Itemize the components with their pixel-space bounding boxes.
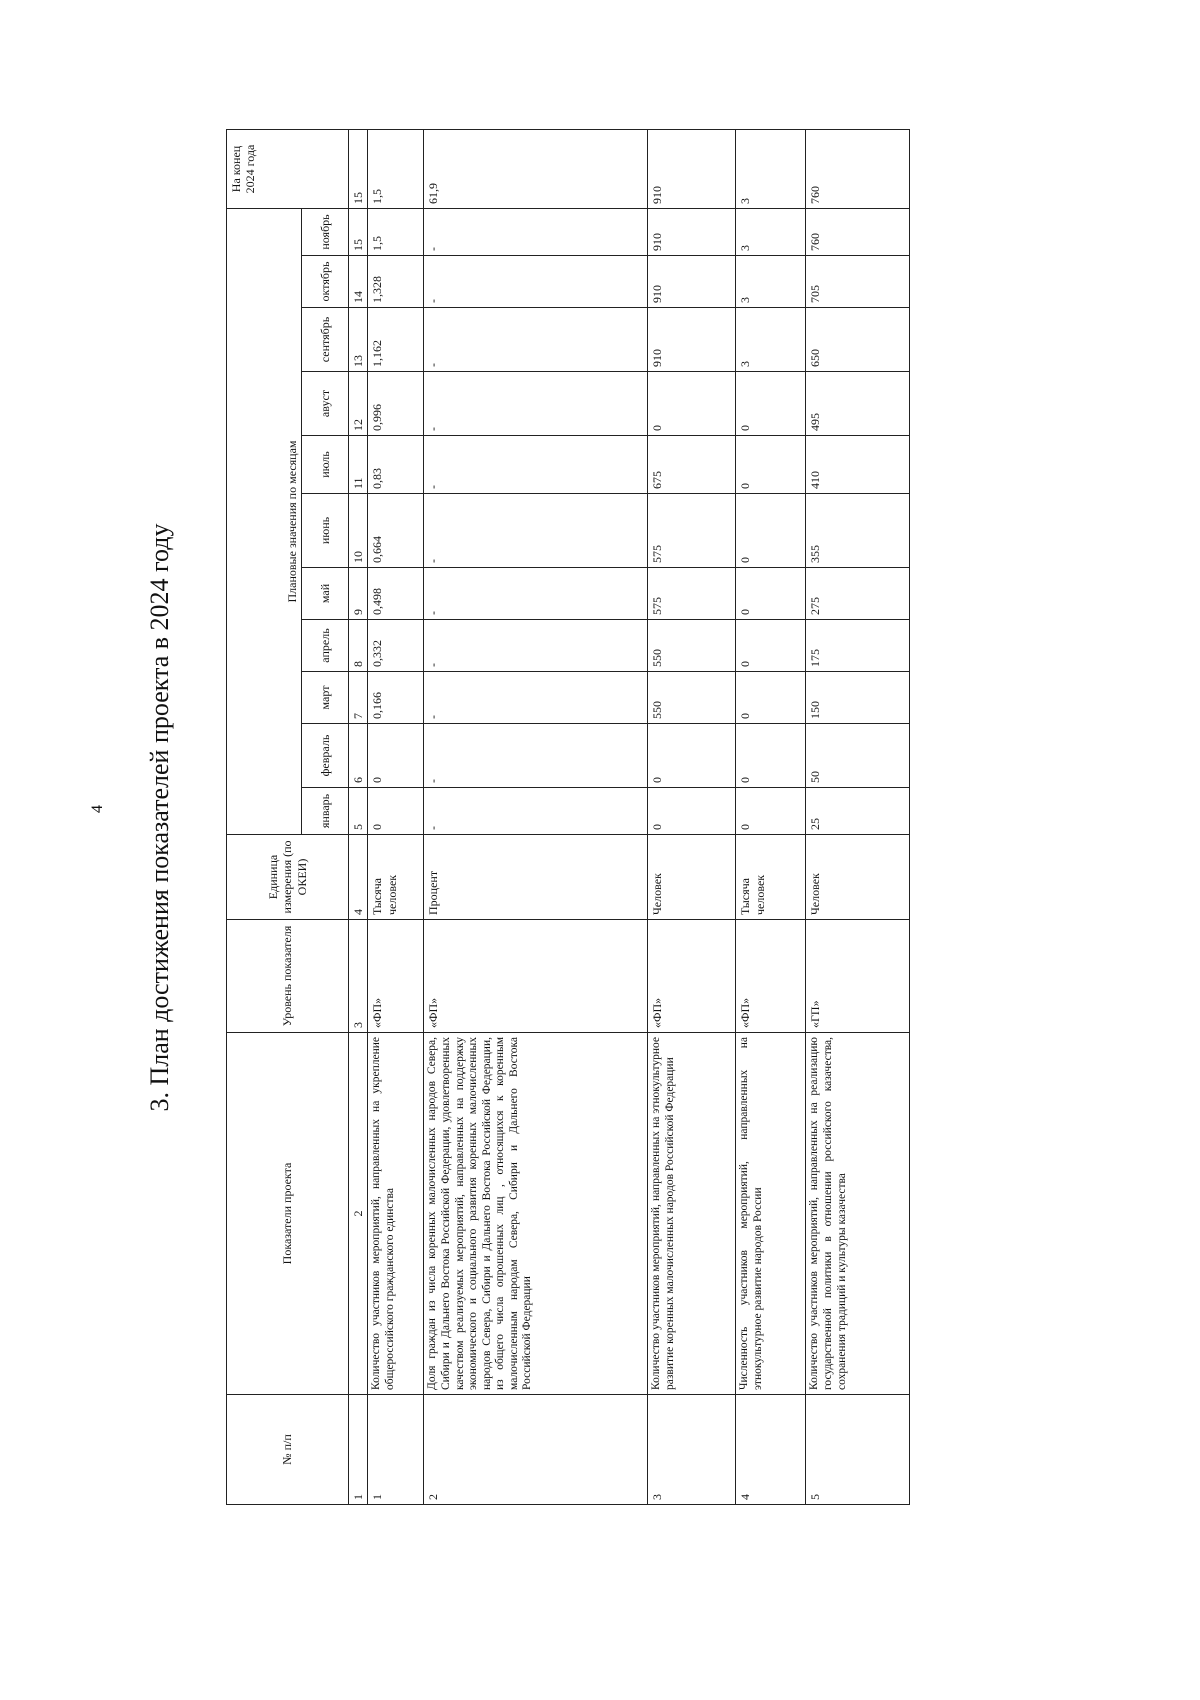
month-value: 0 <box>368 724 424 788</box>
header-month: март <box>302 672 349 724</box>
month-value: 3 <box>736 256 806 308</box>
header-level: Уровень показателя <box>227 920 349 1033</box>
month-value: 575 <box>648 494 736 568</box>
column-number: 14 <box>349 256 368 308</box>
column-number: 12 <box>349 372 368 436</box>
end-of-year-value: 760 <box>806 129 910 208</box>
header-month: ноябрь <box>302 208 349 255</box>
month-value: 0,332 <box>368 620 424 672</box>
month-value: 0,996 <box>368 372 424 436</box>
end-of-year-value: 1,5 <box>368 129 424 208</box>
month-value: 575 <box>648 568 736 620</box>
month-value: 550 <box>648 620 736 672</box>
month-value: - <box>424 208 648 255</box>
row-number: 3 <box>648 1395 736 1505</box>
row-number: 5 <box>806 1395 910 1505</box>
month-value: 1,328 <box>368 256 424 308</box>
column-number: 6 <box>349 724 368 788</box>
document-title: 3. План достижения показателей проекта в 2024 году <box>145 523 174 1112</box>
month-value: 275 <box>806 568 910 620</box>
column-number: 3 <box>349 920 368 1033</box>
indicator-unit: Процент <box>424 835 648 920</box>
month-value: 910 <box>648 256 736 308</box>
month-value: 0 <box>736 724 806 788</box>
table-row <box>736 129 806 1504</box>
month-value: 1,162 <box>368 308 424 372</box>
month-value: 410 <box>806 436 910 494</box>
month-value: 0 <box>736 620 806 672</box>
month-value: 650 <box>806 308 910 372</box>
month-value: - <box>424 494 648 568</box>
table-row <box>424 129 648 1504</box>
month-value: - <box>424 568 648 620</box>
header-month: апрель <box>302 620 349 672</box>
table-row <box>368 129 424 1504</box>
header-month: январь <box>302 788 349 835</box>
indicators-table-wrapper <box>226 130 910 1505</box>
month-value: 0 <box>736 788 806 835</box>
column-number: 4 <box>349 835 368 920</box>
month-value: 0,664 <box>368 494 424 568</box>
month-value: 0,498 <box>368 568 424 620</box>
table-row <box>806 129 910 1504</box>
column-number: 9 <box>349 568 368 620</box>
month-value: 0,83 <box>368 436 424 494</box>
row-number: 2 <box>424 1395 648 1505</box>
header-month: май <box>302 568 349 620</box>
month-value: 0 <box>736 672 806 724</box>
column-number: 7 <box>349 672 368 724</box>
month-value: 0 <box>648 788 736 835</box>
month-value: 910 <box>648 208 736 255</box>
month-value: 495 <box>806 372 910 436</box>
end-of-year-value: 61,9 <box>424 129 648 208</box>
month-value: 0,166 <box>368 672 424 724</box>
row-number: 1 <box>368 1395 424 1505</box>
month-value: - <box>424 672 648 724</box>
month-value: 0 <box>736 494 806 568</box>
month-value: - <box>424 620 648 672</box>
rotated-sheet <box>140 130 990 1505</box>
month-value: 3 <box>736 208 806 255</box>
month-value: 50 <box>806 724 910 788</box>
column-number: 1 <box>349 1395 368 1505</box>
indicator-unit: Человек <box>806 835 910 920</box>
column-number-row <box>349 129 368 1504</box>
month-value: 150 <box>806 672 910 724</box>
indicator-name: Количество участников мероприятий, направленных на реализацию государственной политики в отношении российского казачества, сохранения традиций и культуры казачества <box>806 1033 910 1395</box>
indicator-unit: Тысяча человек <box>368 835 424 920</box>
column-number: 8 <box>349 620 368 672</box>
indicator-unit: Человек <box>648 835 736 920</box>
header-num: № п/п <box>227 1395 349 1505</box>
month-value: 0 <box>368 788 424 835</box>
end-of-year-value: 910 <box>648 129 736 208</box>
month-value: 0 <box>648 724 736 788</box>
header-planned-values: Плановые значения по месяцам <box>227 208 302 834</box>
header-month: июнь <box>302 494 349 568</box>
month-value: 1,5 <box>368 208 424 255</box>
indicator-level: «ГП» <box>806 920 910 1033</box>
month-value: 910 <box>648 308 736 372</box>
indicator-level: «ФП» <box>648 920 736 1033</box>
indicators-table <box>226 129 910 1505</box>
header-month: февраль <box>302 724 349 788</box>
month-value: - <box>424 372 648 436</box>
indicator-name: Доля граждан из числа коренных малочисленных народов Севера, Сибири и Дальнего Востока Российской Федерации, удовлетворенных качеством реализуемых мероприятий, направленных на поддержку экономического и социального развития коренных малочисленных народов Севера, Сибири и Дальнего Востока Российской Федерации, из общего числа опрошенных лиц , относящихся к коренным малочисленным народам Севера, Сибири и Дальнего Востока Российской Федерации <box>424 1033 648 1395</box>
column-number: 15 <box>349 208 368 255</box>
month-value: 705 <box>806 256 910 308</box>
column-number: 10 <box>349 494 368 568</box>
month-value: - <box>424 256 648 308</box>
month-value: 675 <box>648 436 736 494</box>
month-value: 355 <box>806 494 910 568</box>
header-month: авуст <box>302 372 349 436</box>
month-value: - <box>424 308 648 372</box>
month-value: 0 <box>736 568 806 620</box>
header-month: сентябрь <box>302 308 349 372</box>
month-value: 3 <box>736 308 806 372</box>
column-number: 15 <box>349 129 368 208</box>
month-value: 550 <box>648 672 736 724</box>
indicator-name: Численность участников мероприятий, направленных на этнокультурное развитие народов России <box>736 1033 806 1395</box>
indicator-level: «ФП» <box>424 920 648 1033</box>
month-value: 0 <box>736 372 806 436</box>
month-value: 25 <box>806 788 910 835</box>
column-number: 11 <box>349 436 368 494</box>
row-number: 4 <box>736 1395 806 1505</box>
month-value: 0 <box>736 436 806 494</box>
month-value: 760 <box>806 208 910 255</box>
indicator-level: «ФП» <box>368 920 424 1033</box>
indicator-unit: Тысяча человек <box>736 835 806 920</box>
indicator-name: Количество участников мероприятий, направленных на этнокультурное развитие коренных малочисленных народов Российской Федерации <box>648 1033 736 1395</box>
header-end-of-year: На конец 2024 года <box>227 129 349 208</box>
page-number: 4 <box>89 805 106 813</box>
header-unit: Единица измерения (по ОКЕИ) <box>227 835 349 920</box>
header-month: июль <box>302 436 349 494</box>
month-value: 175 <box>806 620 910 672</box>
column-number: 5 <box>349 788 368 835</box>
column-number: 2 <box>349 1033 368 1395</box>
indicator-name: Количество участников мероприятий, направленных на укрепление общероссийского гражданского единства <box>368 1033 424 1395</box>
month-value: - <box>424 788 648 835</box>
month-value: - <box>424 724 648 788</box>
table-row <box>648 129 736 1504</box>
indicator-level: «ФП» <box>736 920 806 1033</box>
header-month: октябрь <box>302 256 349 308</box>
header-indicator: Показатели проекта <box>227 1033 349 1395</box>
column-number: 13 <box>349 308 368 372</box>
end-of-year-value: 3 <box>736 129 806 208</box>
month-value: 0 <box>648 372 736 436</box>
month-value: - <box>424 436 648 494</box>
